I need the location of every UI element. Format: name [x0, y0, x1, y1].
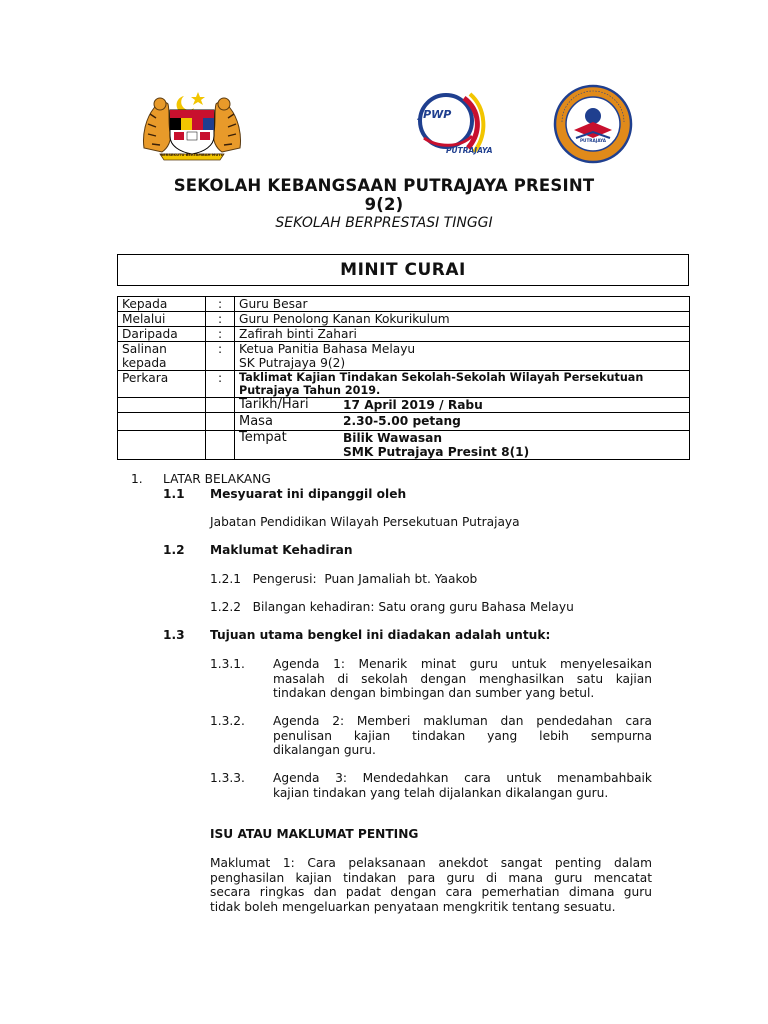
isu-line3: secara ringkas dan padat dengan cara pemerhatian dimana guru — [210, 885, 652, 899]
colon: : — [206, 327, 235, 342]
melalui-label: Melalui — [118, 312, 206, 327]
agenda-2-line1: Agenda 2: Memberi makluman dan pendedahan cara — [273, 714, 652, 728]
tempat-label: Tempat — [235, 431, 340, 460]
salinan-value — [235, 342, 690, 371]
section-1-1-title: Mesyuarat ini dipanggil oleh — [210, 487, 407, 501]
school-crest-text: PUTRAJAYA — [579, 138, 607, 143]
daripada-value: Zafirah binti Zahari — [235, 327, 690, 342]
document-title: MINIT CURAI — [117, 254, 689, 286]
section-1-2-number: 1.2 — [163, 543, 185, 557]
school-name-line2: 9(2) — [364, 195, 404, 214]
salinan-label — [118, 342, 206, 371]
malaysia-coat-of-arms-logo — [138, 88, 246, 162]
isu-line2: penghasilan kajian tindakan para guru di mana guru mencatat — [210, 870, 652, 885]
tempat-value-line1: Bilik Wawasan — [343, 431, 443, 445]
salinan-label-line1: Salinan — [122, 342, 167, 356]
kepada-value: Guru Besar — [235, 297, 690, 312]
colon: : — [206, 371, 235, 398]
section-1-3-title: Tujuan utama bengkel ini diadakan adalah untuk: — [210, 628, 551, 642]
jpwp-logo-subtext: PUTRAJAYA — [446, 146, 493, 155]
agenda-1-line1: Agenda 1: Menarik minat guru untuk menyelesaikan — [273, 657, 652, 671]
isu-line4: tidak boleh mengeluarkan penyataan mengkritik tentang sesuatu. — [210, 899, 616, 914]
salinan-label-line2: kepada — [122, 356, 167, 370]
table-row — [118, 327, 690, 342]
tarikh-value: 17 April 2019 / Rabu — [339, 398, 690, 413]
isu-line1: Maklumat 1: Cara pelaksanaan anekdot sangat penting dalam — [210, 856, 652, 870]
isu-section-title: ISU ATAU MAKLUMAT PENTING — [210, 827, 419, 841]
section-1-2-1: 1.2.1 Pengerusi: Puan Jamaliah bt. Yaakob — [210, 572, 478, 586]
section-1-title: LATAR BELAKANG — [163, 472, 271, 486]
table-row — [118, 431, 690, 460]
table-row — [118, 297, 690, 312]
perkara-label: Perkara — [118, 371, 206, 398]
agenda-3-text — [273, 771, 652, 800]
agenda-2-number: 1.3.2. — [210, 714, 245, 728]
melalui-value: Guru Penolong Kanan Kokurikulum — [235, 312, 690, 327]
section-1-1-number: 1.1 — [163, 487, 185, 501]
section-1-2-title: Maklumat Kehadiran — [210, 543, 353, 557]
kepada-label: Kepada — [118, 297, 206, 312]
isu-section-text — [210, 856, 652, 914]
tempat-value — [339, 431, 690, 460]
section-1-1-text: Jabatan Pendidikan Wilayah Persekutuan Putrajaya — [210, 515, 520, 529]
colon: : — [206, 342, 235, 371]
salinan-value-line1: Ketua Panitia Bahasa Melayu — [239, 342, 416, 356]
perkara-value-line1: Taklimat Kajian Tindakan Sekolah-Sekolah Wilayah Persekutuan — [239, 371, 644, 384]
section-1-3-number: 1.3 — [163, 628, 185, 642]
agenda-3-line1: Agenda 3: Mendedahkan cara untuk menambahbaik — [273, 771, 652, 785]
agenda-2-line2: penulisan kajian tindakan yang lebih sempurna — [273, 728, 652, 743]
agenda-3-line2: kajian tindakan yang telah dijalankan dikalangan guru. — [273, 785, 609, 800]
agenda-2-line3: dikalangan guru. — [273, 743, 376, 757]
daripada-label: Daripada — [118, 327, 206, 342]
memo-info-table — [117, 296, 690, 460]
masa-value: 2.30-5.00 petang — [339, 413, 690, 431]
school-crest-logo — [552, 84, 634, 164]
colon: : — [206, 312, 235, 327]
agenda-1-line2: masalah di sekolah dengan menghasilkan satu kajian — [273, 671, 652, 686]
agenda-1-text — [273, 657, 652, 701]
perkara-value — [235, 371, 690, 398]
table-row — [118, 312, 690, 327]
table-row — [118, 342, 690, 371]
table-row — [118, 413, 690, 431]
table-row — [118, 371, 690, 398]
salinan-value-line2: SK Putrajaya 9(2) — [239, 356, 346, 370]
section-1-2-2: 1.2.2 Bilangan kehadiran: Satu orang guru Bahasa Melayu — [210, 600, 574, 614]
section-1-number: 1. — [131, 472, 143, 486]
agenda-2-text — [273, 714, 652, 758]
school-subtitle: SEKOLAH BERPRESTASI TINGGI — [275, 215, 493, 231]
jpwp-logo-text: JPWP — [419, 108, 452, 121]
agenda-1-line3: tindakan dengan bimbingan dan sumber yang betul. — [273, 686, 595, 700]
perkara-value-line2: Putrajaya Tahun 2019. — [239, 384, 381, 397]
tempat-value-line2: SMK Putrajaya Presint 8(1) — [343, 445, 530, 459]
agenda-3-number: 1.3.3. — [210, 771, 245, 785]
colon: : — [206, 297, 235, 312]
coat-of-arms-motto: BERSEKUTU BERTAMBAH MUTU — [160, 153, 224, 157]
agenda-1-number: 1.3.1. — [210, 657, 245, 671]
table-row — [118, 398, 690, 413]
tarikh-label: Tarikh/Hari — [235, 398, 340, 413]
school-name-line1: SEKOLAH KEBANGSAAN PUTRAJAYA PRESINT — [173, 176, 595, 195]
masa-label: Masa — [235, 413, 340, 431]
